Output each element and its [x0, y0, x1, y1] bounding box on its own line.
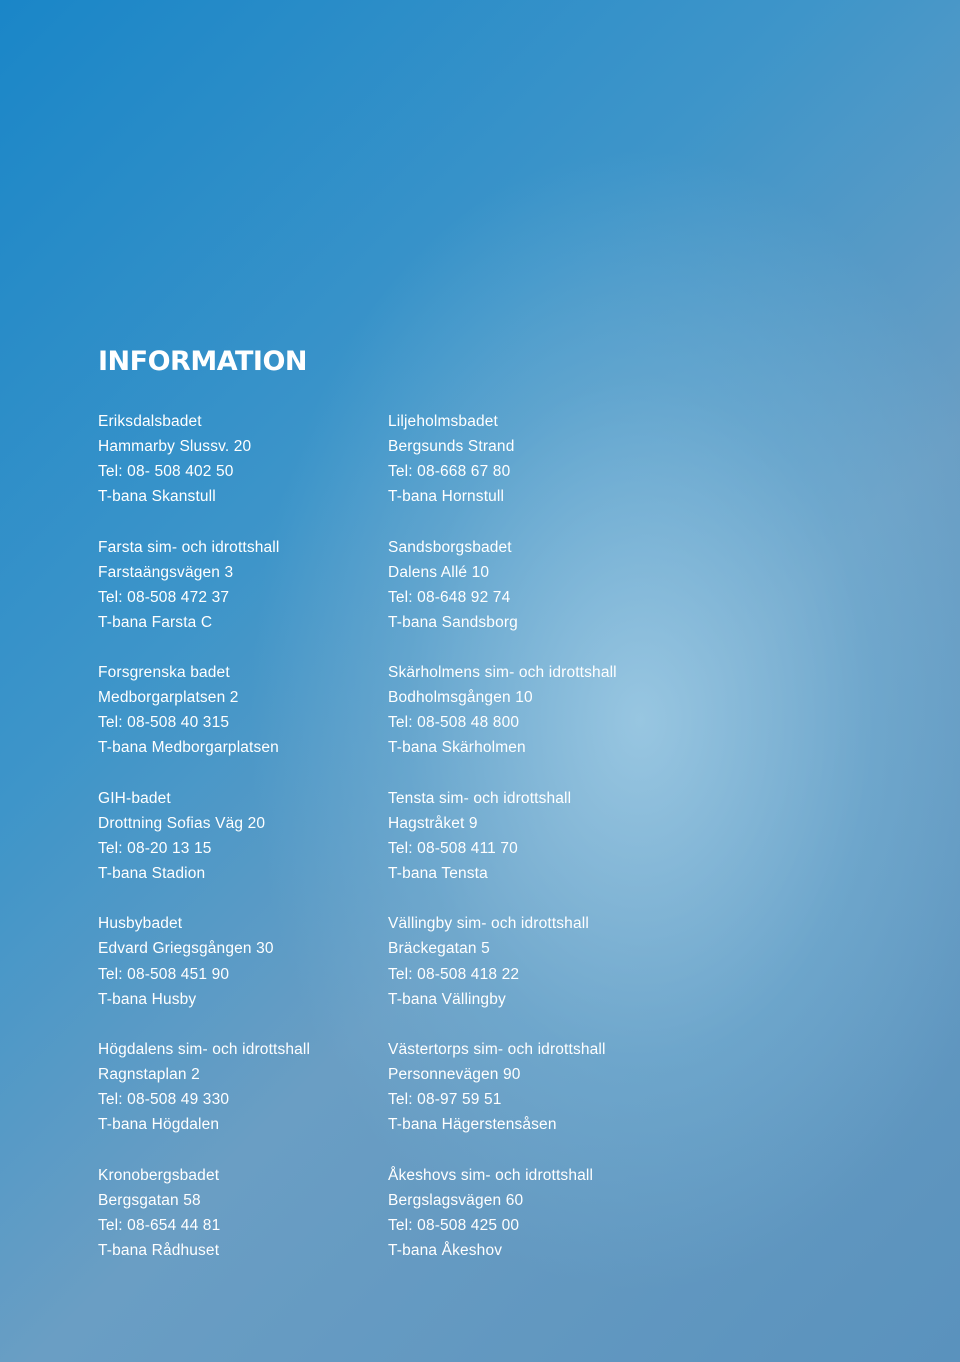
pool-metro: T-bana Hägerstensåsen: [388, 1116, 557, 1134]
pool-address: Hammarby Slussv. 20: [98, 438, 252, 456]
list-item: [388, 1037, 678, 1163]
pool-address: Bergsunds Strand: [388, 438, 515, 456]
pool-name: Eriksdalsbadet: [98, 413, 202, 430]
list-item: [98, 660, 388, 786]
left-column: [98, 409, 388, 1288]
pool-address: Bodholmsgången 10: [388, 689, 533, 707]
pool-phone: Tel: 08-668 67 80: [388, 463, 511, 481]
pool-name: GIH-badet: [98, 789, 171, 807]
pool-address: Medborgarplatsen 2: [98, 689, 239, 707]
list-item: [388, 660, 678, 786]
pool-name: Forsgrenska badet: [98, 664, 230, 682]
pool-phone: Tel: 08- 508 402 50: [98, 463, 234, 481]
pool-metro: T-bana Stadion: [98, 865, 206, 883]
pool-address: Ragnstaplan 2: [98, 1066, 200, 1084]
pool-address: Hagstråket 9: [388, 814, 478, 832]
pool-name: Sandsborgsbadet: [388, 538, 512, 556]
pool-name: Liljeholmsbadet: [388, 413, 498, 430]
pool-name: Husbybadet: [98, 915, 183, 933]
pool-metro: T-bana Rådhuset: [98, 1241, 220, 1259]
pool-metro: T-bana Åkeshov: [388, 1241, 503, 1259]
pool-metro: T-bana Vällingby: [388, 990, 506, 1008]
pool-address: Personnevägen 90: [388, 1066, 521, 1084]
list-item: [98, 1037, 388, 1163]
pool-address: Farstaängsvägen 3: [98, 563, 234, 581]
right-column: [388, 409, 678, 1288]
pool-phone: Tel: 08-508 40 315: [98, 714, 230, 732]
pool-phone: Tel: 08-97 59 51: [388, 1091, 502, 1109]
pool-metro: T-bana Skanstull: [98, 488, 216, 506]
pool-address: Drottning Sofias Väg 20: [98, 814, 266, 832]
pool-name: Högdalens sim- och idrottshall: [98, 1040, 311, 1058]
pool-name: Vällingby sim- och idrottshall: [388, 915, 589, 933]
pool-phone: Tel: 08-648 92 74: [388, 588, 511, 606]
pool-phone: Tel: 08-508 48 800: [388, 714, 520, 732]
pool-name: Farsta sim- och idrottshall: [98, 538, 280, 556]
pool-address: Bergsgatan 58: [98, 1191, 201, 1209]
pool-name: Kronobergsbadet: [98, 1166, 220, 1184]
pool-address: Bergslagsvägen 60: [388, 1191, 524, 1209]
list-item: [98, 535, 388, 661]
pool-phone: Tel: 08-508 425 00: [388, 1216, 520, 1234]
pool-metro: T-bana Högdalen: [98, 1116, 220, 1134]
list-item: [388, 535, 678, 661]
pool-metro: T-bana Hornstull: [388, 488, 505, 506]
pool-name: Tensta sim- och idrottshall: [388, 789, 572, 807]
list-item: [388, 786, 678, 912]
pool-phone: Tel: 08-508 411 70: [388, 839, 518, 857]
vertical-title: [730, 10, 890, 830]
pool-name: Åkeshovs sim- och idrottshall: [388, 1166, 594, 1184]
pool-metro: T-bana Sandsborg: [388, 613, 518, 631]
pool-address: Dalens Allé 10: [388, 563, 490, 581]
list-item: [388, 911, 678, 1037]
list-item: [98, 409, 388, 535]
pool-phone: Tel: 08-20 13 15: [98, 839, 212, 857]
list-item: [388, 1163, 678, 1289]
pool-metro: T-bana Skärholmen: [388, 739, 526, 757]
pool-metro: T-bana Tensta: [388, 865, 488, 883]
pool-address: Bräckegatan 5: [388, 940, 490, 958]
pool-metro: T-bana Medborgarplatsen: [98, 739, 279, 757]
pool-phone: Tel: 08-508 418 22: [388, 965, 520, 983]
pool-address: Edvard Griegsgången 30: [98, 940, 274, 958]
pool-phone: Tel: 08-508 472 37: [98, 588, 230, 606]
list-item: [98, 911, 388, 1037]
pool-metro: T-bana Husby: [98, 990, 197, 1008]
list-item: [98, 786, 388, 912]
pool-name: Skärholmens sim- och idrottshall: [388, 664, 617, 682]
page-title: INFORMATION: [98, 346, 308, 377]
pool-phone: Tel: 08-508 49 330: [98, 1091, 230, 1109]
pool-metro: T-bana Farsta C: [98, 613, 213, 631]
list-item: [388, 409, 678, 535]
pool-name: Västertorps sim- och idrottshall: [388, 1040, 606, 1058]
pool-phone: Tel: 08-508 451 90: [98, 965, 230, 983]
pool-phone: Tel: 08-654 44 81: [98, 1216, 221, 1234]
list-item: [98, 1163, 388, 1289]
